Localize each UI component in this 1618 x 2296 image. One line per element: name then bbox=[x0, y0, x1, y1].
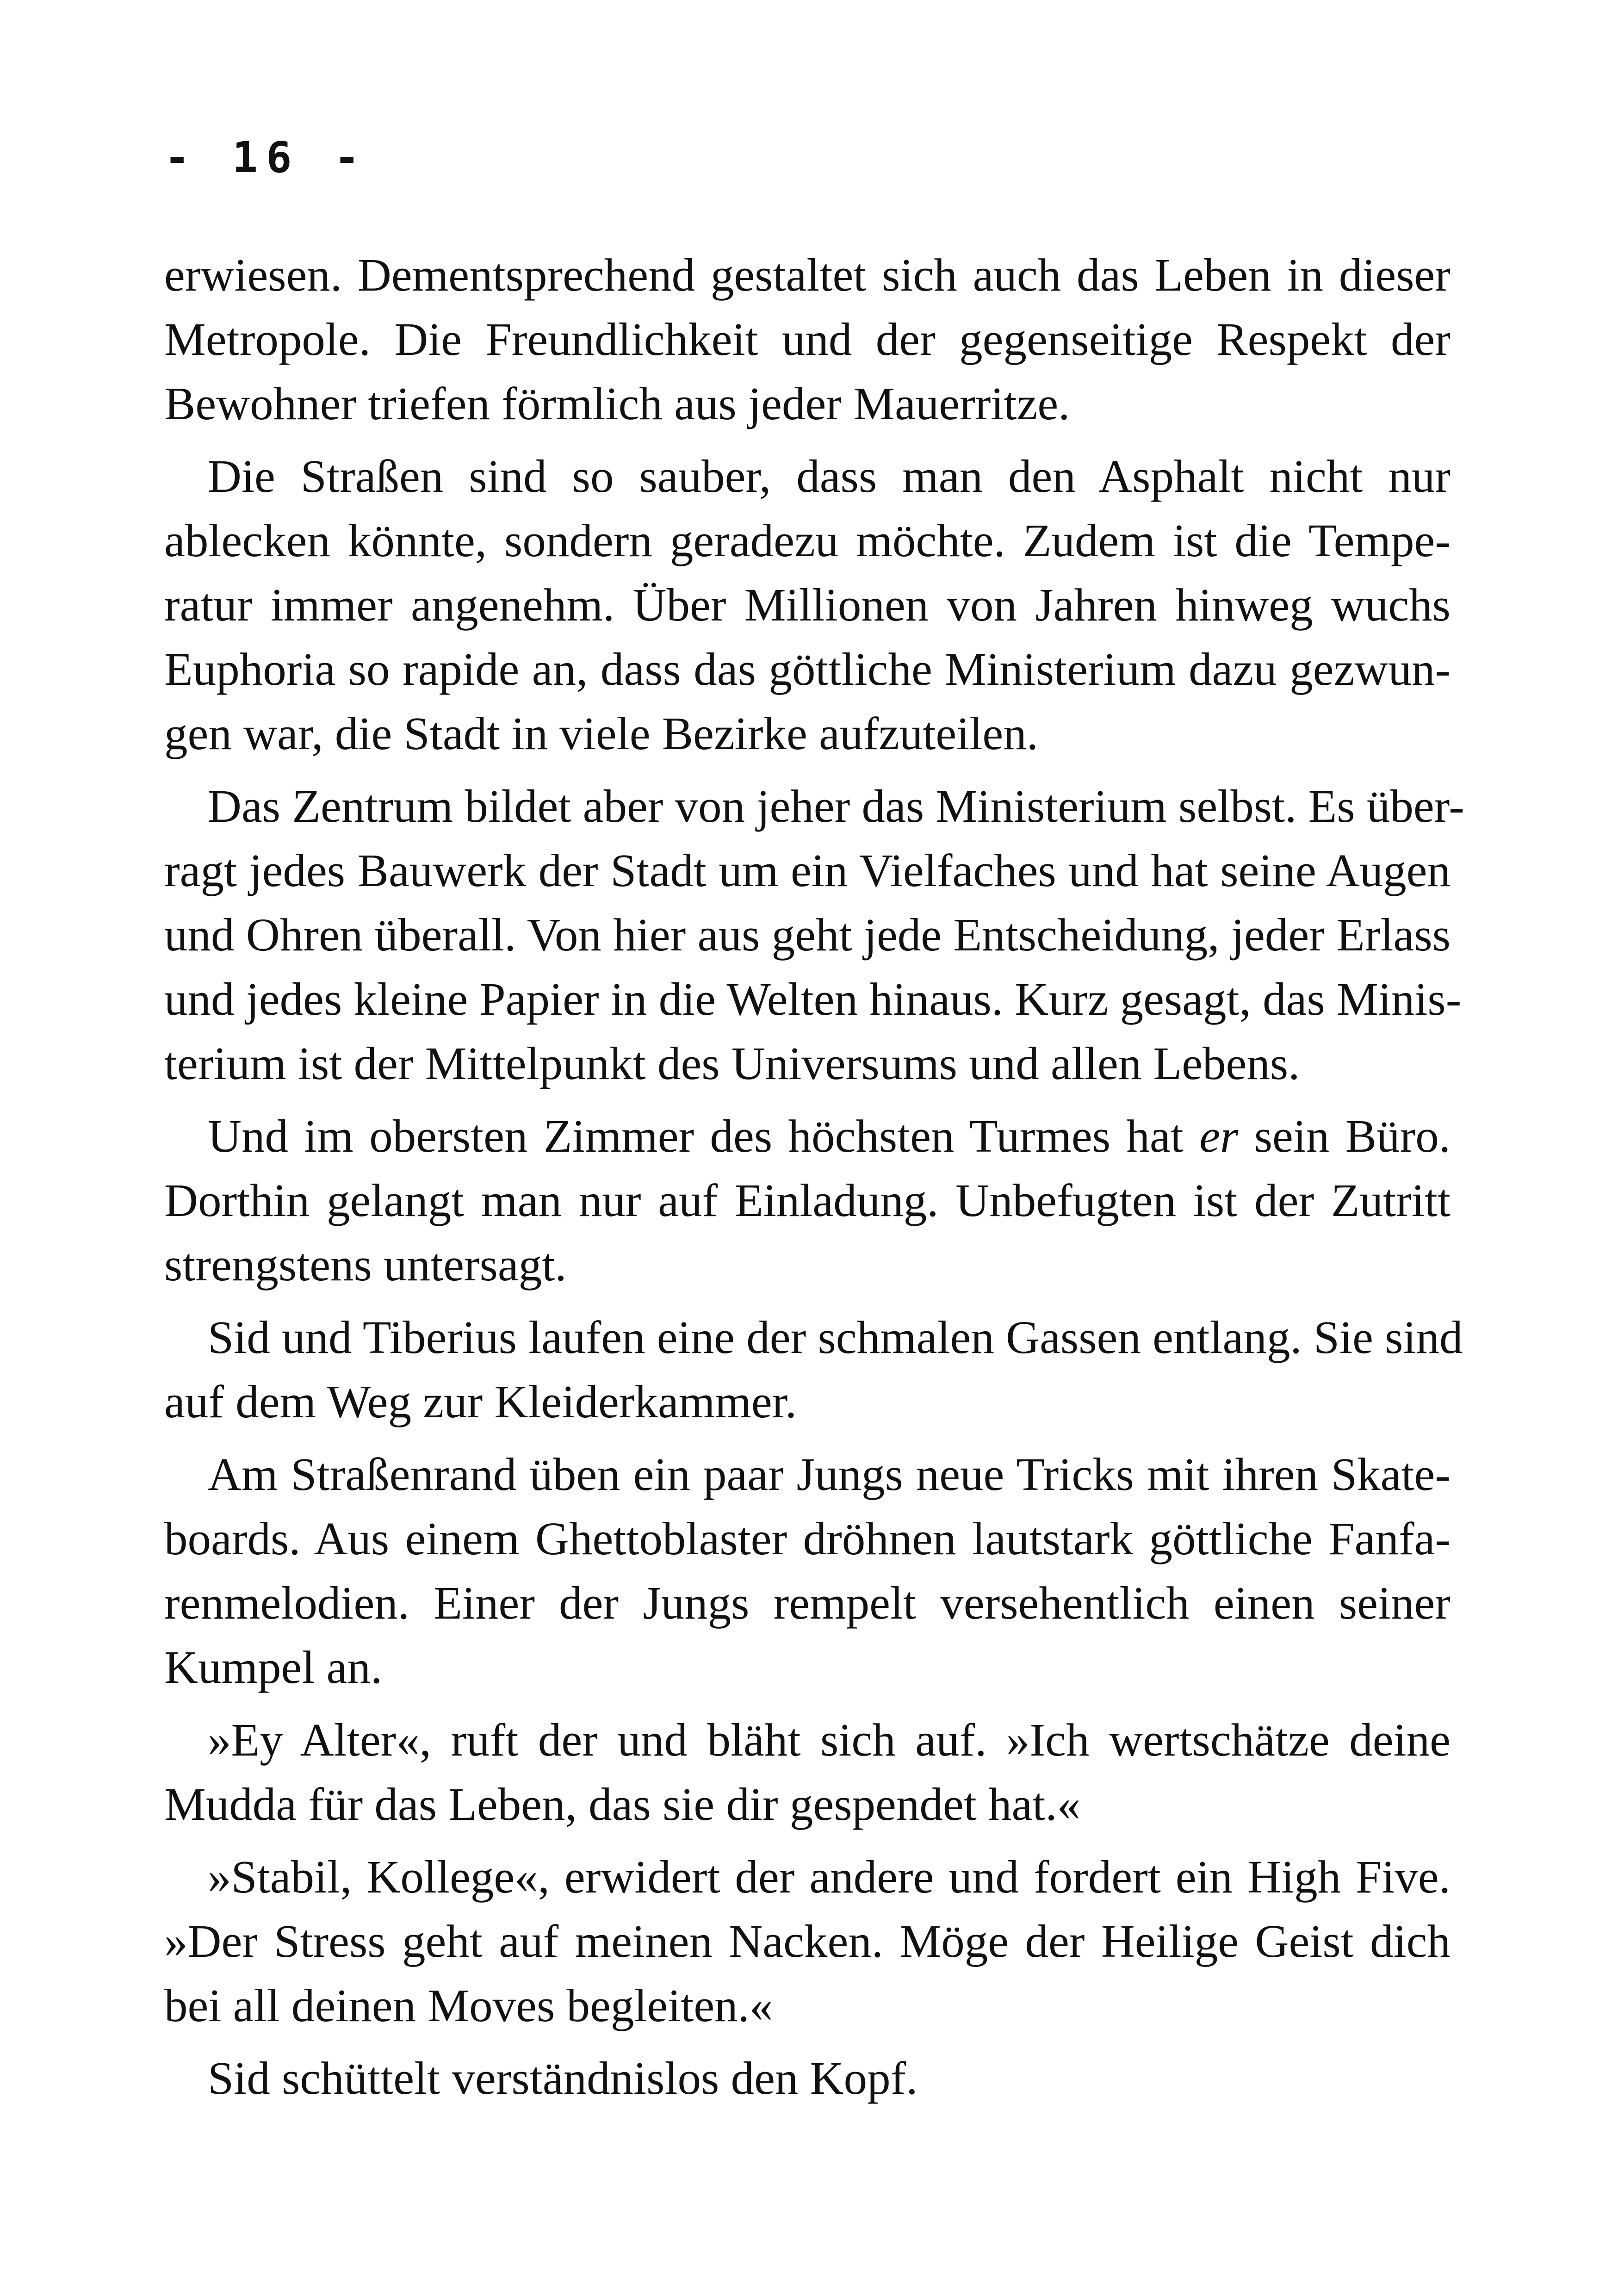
text-line: Die Straßen sind so sauber, dass man den Asphalt nicht nur bbox=[208, 450, 1451, 502]
text-line: Bewohner triefen förmlich aus jeder Mauerritze. bbox=[164, 378, 1070, 429]
paragraph bbox=[164, 1442, 1451, 1700]
page-number: - 16 - bbox=[164, 133, 368, 182]
paragraph bbox=[164, 1305, 1463, 1434]
paragraph bbox=[164, 243, 1451, 436]
body-text bbox=[164, 243, 1464, 2110]
text-line: und jedes kleine Papier in die Welten hinaus. Kurz gesagt, das Minis- bbox=[164, 973, 1462, 1025]
paragraph bbox=[164, 444, 1451, 766]
text-line: Mudda für das Leben, das sie dir gespendet hat.« bbox=[164, 1778, 1081, 1830]
text-line: Euphoria so rapide an, dass das göttliche Ministerium dazu gezwun- bbox=[164, 643, 1451, 695]
paragraph bbox=[164, 1708, 1451, 1837]
text-line: Sid und Tiberius laufen eine der schmalen Gassen entlang. Sie sind bbox=[208, 1311, 1463, 1363]
text-line: Sid schüttelt verständnislos den Kopf. bbox=[208, 2052, 918, 2104]
text-line: Dorthin gelangt man nur auf Einladung. Unbefugten ist der Zutritt bbox=[164, 1174, 1451, 1226]
text-line: ablecken könnte, sondern geradezu möchte. Zudem ist die Tempe- bbox=[164, 515, 1451, 566]
text-line: ragt jedes Bauwerk der Stadt um ein Vielfaches und hat seine Augen bbox=[164, 844, 1451, 896]
text-line: Das Zentrum bildet aber von jeher das Ministerium selbst. Es über- bbox=[208, 780, 1464, 832]
text-line: Am Straßenrand üben ein paar Jungs neue Tricks mit ihren Skate- bbox=[208, 1448, 1451, 1500]
text-line: Metropole. Die Freundlichkeit und der gegenseitige Respekt der bbox=[164, 313, 1451, 365]
italic-word: er bbox=[1199, 1110, 1239, 1162]
text-line: auf dem Weg zur Kleiderkammer. bbox=[164, 1376, 797, 1427]
text-segment: Und im obersten Zimmer des höchsten Turmes hat bbox=[208, 1110, 1184, 1162]
text-line: bei all deinen Moves begleiten.« bbox=[164, 1980, 773, 2031]
text-line: »Stabil, Kollege«, erwidert der andere und fordert ein High Five. bbox=[208, 1851, 1451, 1903]
text-line: terium ist der Mittelpunkt des Universums und allen Lebens. bbox=[164, 1037, 1300, 1089]
text-line: ratur immer angenehm. Über Millionen von Jahren hinweg wuchs bbox=[164, 579, 1451, 631]
text-line bbox=[164, 1104, 1451, 1168]
text-line: Kumpel an. bbox=[164, 1641, 383, 1693]
paragraph bbox=[164, 2046, 1451, 2110]
text-line: »Ey Alter«, ruft der und bläht sich auf. »Ich wertschätze deine bbox=[208, 1714, 1451, 1766]
text-line: renmelodien. Einer der Jungs rempelt versehentlich einen seiner bbox=[164, 1577, 1451, 1629]
text-line: und Ohren überall. Von hier aus geht jede Entscheidung, jeder Erlass bbox=[164, 909, 1451, 961]
text-line: gen war, die Stadt in viele Bezirke aufzuteilen. bbox=[164, 707, 1038, 759]
text-line: erwiesen. Dementsprechend gestaltet sich auch das Leben in dieser bbox=[164, 249, 1451, 301]
paragraph bbox=[164, 1845, 1451, 2038]
text-line: boards. Aus einem Ghettoblaster dröhnen lautstark göttliche Fanfa- bbox=[164, 1513, 1451, 1564]
text-line: »Der Stress geht auf meinen Nacken. Möge der Heilige Geist dich bbox=[164, 1915, 1451, 1967]
text-segment: sein Büro. bbox=[1254, 1110, 1451, 1162]
text-line: strengstens untersagt. bbox=[164, 1239, 567, 1291]
paragraph bbox=[164, 774, 1464, 1096]
paragraph bbox=[164, 1104, 1451, 1297]
